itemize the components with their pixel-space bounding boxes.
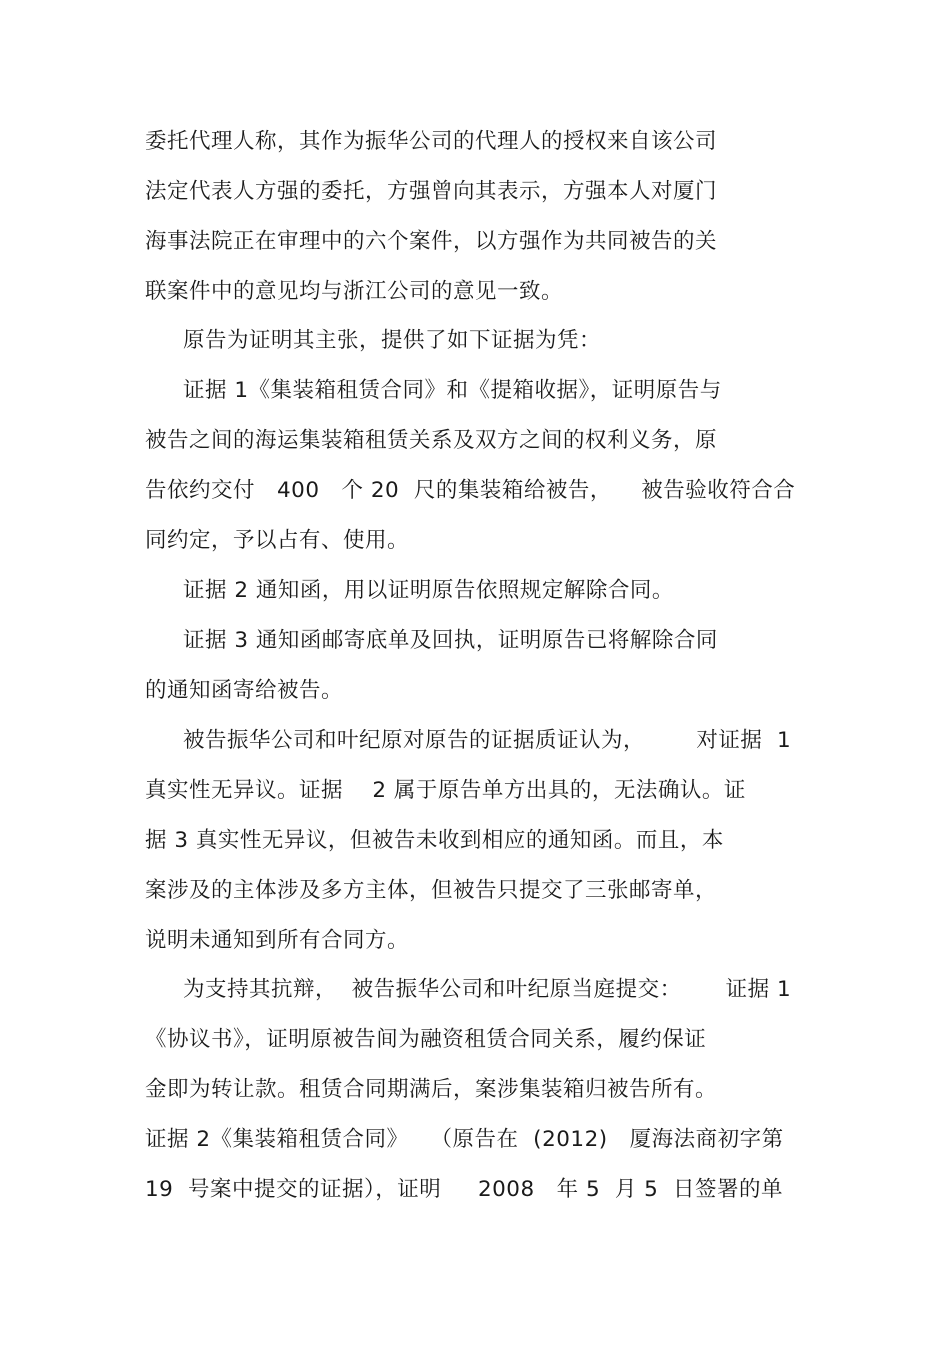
- text-line: 为支持其抗辩， 被告振华公司和叶纪原当庭提交： 证据 1: [183, 977, 792, 1002]
- text-line: 《协议书》，证明原被告间为融资租赁合同关系，履约保证: [145, 1027, 707, 1052]
- text-line: 海事法院正在审理中的六个案件，以方强作为共同被告的关: [145, 229, 718, 254]
- text-line: 据 3 真实性无异议，但被告未收到相应的通知函。而且，本: [145, 828, 724, 853]
- text-line: 说明未通知到所有合同方。: [145, 928, 410, 953]
- text-line: 被告之间的海运集装箱租赁关系及双方之间的权利义务，原: [145, 428, 718, 453]
- text-line: 19 号案中提交的证据），证明 2008 年 5 月 5 日签署的单: [145, 1177, 784, 1202]
- text-line: 告依约交付 400 个 20 尺的集装箱给被告， 被告验收符合合: [145, 478, 796, 503]
- text-line: 原告为证明其主张，提供了如下证据为凭：: [183, 328, 602, 353]
- text-line: 同约定，予以占有、使用。: [145, 528, 410, 553]
- text-line: 证据 3 通知函邮寄底单及回执，证明原告已将解除合同: [183, 628, 718, 653]
- text-line: 证据 1《集装箱租赁合同》和《提箱收据》，证明原告与: [183, 378, 722, 403]
- text-line: 被告振华公司和叶纪原对原告的证据质证认为， 对证据 1: [183, 728, 792, 753]
- text-line: 证据 2 通知函，用以证明原告依照规定解除合同。: [183, 578, 674, 603]
- text-line: 金即为转让款。租赁合同期满后，案涉集装箱归被告所有。: [145, 1077, 718, 1102]
- text-line: 委托代理人称，其作为振华公司的代理人的授权来自该公司: [145, 129, 718, 154]
- text-line: 案涉及的主体涉及多方主体，但被告只提交了三张邮寄单，: [145, 878, 718, 903]
- text-line: 法定代表人方强的委托，方强曾向其表示，方强本人对厦门: [145, 179, 718, 204]
- text-line: 联案件中的意见均与浙江公司的意见一致。: [145, 279, 564, 304]
- text-line: 证据 2《集装箱租赁合同》 （原告在 (2012) 厦海法商初字第: [145, 1127, 784, 1152]
- text-line: 的通知函寄给被告。: [145, 678, 344, 703]
- text-line: 真实性无异议。证据 2 属于原告单方出具的，无法确认。证: [145, 778, 746, 803]
